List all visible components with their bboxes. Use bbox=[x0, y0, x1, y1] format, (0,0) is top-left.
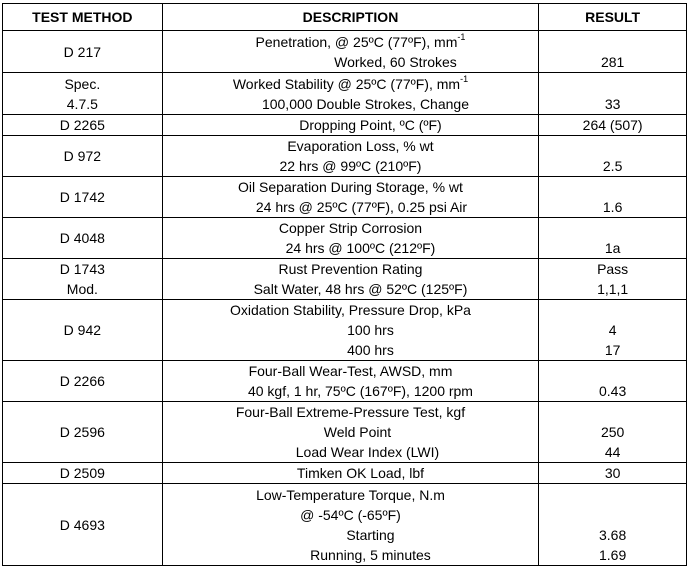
result-cell: 0.43 bbox=[539, 361, 687, 402]
method-line: 4.7.5 bbox=[66, 95, 98, 112]
description-line: 24 hrs @ 25ºC (77ºF), 0.25 psi Air bbox=[255, 199, 468, 215]
description-line: Low-Temperature Torque, N.m bbox=[256, 486, 445, 503]
result-line: 1,1,1 bbox=[597, 281, 629, 297]
result-cell bbox=[539, 31, 687, 73]
description-line: Copper Strip Corrosion bbox=[278, 220, 423, 236]
result-cell bbox=[539, 300, 687, 361]
description-line: Load Wear Index (LWI) bbox=[295, 444, 440, 460]
description-line: 400 hrs bbox=[347, 342, 394, 358]
result-cell bbox=[539, 73, 687, 115]
method-cell: D 2265 bbox=[3, 115, 163, 136]
description-line: @ -54ºC (-65ºF) bbox=[300, 506, 401, 523]
description-text: Penetration, @ 25ºC (77ºF), mm bbox=[255, 33, 458, 50]
result-cell: 2.5 bbox=[539, 136, 687, 177]
method-cell: D 972 bbox=[3, 136, 163, 177]
method-cell: D 4693 bbox=[3, 484, 163, 566]
result-cell: 1.6 bbox=[539, 177, 687, 218]
method-line: Spec. bbox=[64, 75, 101, 92]
description-line: Four-Ball Extreme-Pressure Test, kgf bbox=[235, 404, 466, 420]
table-row bbox=[3, 484, 687, 566]
result-cell: 1a bbox=[539, 218, 687, 259]
table-row bbox=[3, 218, 687, 259]
description-line: 100,000 Double Strokes, Change bbox=[261, 95, 469, 112]
description-line: Evaporation Loss, % wt bbox=[287, 138, 434, 154]
table-row bbox=[3, 115, 687, 136]
description-cell bbox=[162, 361, 539, 402]
test-results-table bbox=[2, 3, 687, 566]
table-row bbox=[3, 463, 687, 484]
method-cell: D 4048 bbox=[3, 218, 163, 259]
description-text: Worked Stability @ 25ºC (77ºF), mm bbox=[232, 75, 461, 92]
description-line: Running, 5 minutes bbox=[310, 546, 431, 563]
result-line: 1.69 bbox=[599, 547, 627, 563]
method-cell bbox=[3, 259, 163, 300]
description-cell bbox=[162, 484, 539, 566]
result-line: 250 bbox=[600, 424, 625, 440]
description-cell: Timken OK Load, lbf bbox=[162, 463, 539, 484]
superscript: -1 bbox=[457, 31, 466, 42]
method-cell: D 2596 bbox=[3, 402, 163, 463]
table-row bbox=[3, 136, 687, 177]
method-cell: D 1742 bbox=[3, 177, 163, 218]
description-line: 40 kgf, 1 hr, 75ºC (167ºF), 1200 rpm bbox=[247, 383, 473, 399]
method-cell: D 2266 bbox=[3, 361, 163, 402]
method-cell bbox=[3, 31, 163, 73]
description-cell: Dropping Point, ºC (ºF) bbox=[162, 115, 539, 136]
description-line: Rust Prevention Rating bbox=[278, 261, 423, 277]
table-row bbox=[3, 361, 687, 402]
header-result: RESULT bbox=[539, 4, 687, 31]
method-cell: D 942 bbox=[3, 300, 163, 361]
description-line: Weld Point bbox=[323, 424, 392, 440]
result-line: 33 bbox=[604, 96, 621, 112]
description-cell bbox=[162, 31, 539, 73]
method-line: D 217 bbox=[63, 43, 102, 60]
description-line: Starting bbox=[346, 526, 395, 543]
description-cell bbox=[162, 300, 539, 361]
result-line: 17 bbox=[604, 342, 621, 358]
result-line: 4 bbox=[608, 322, 617, 338]
description-line: 100 hrs bbox=[347, 322, 394, 338]
result-cell bbox=[539, 484, 687, 566]
description-line: Worked, 60 Strokes bbox=[334, 53, 457, 70]
method-cell bbox=[3, 73, 163, 115]
table-row bbox=[3, 31, 687, 73]
header-description: DESCRIPTION bbox=[162, 4, 539, 31]
result-line: 3.68 bbox=[599, 527, 627, 543]
result-line: Pass bbox=[597, 261, 629, 277]
table-row bbox=[3, 402, 687, 463]
description-line: Oil Separation During Storage, % wt bbox=[238, 179, 463, 195]
table-row bbox=[3, 73, 687, 115]
description-line: Oxidation Stability, Pressure Drop, kPa bbox=[230, 302, 471, 318]
description-line bbox=[163, 32, 539, 52]
description-line bbox=[163, 74, 539, 94]
description-cell bbox=[162, 259, 539, 300]
description-cell bbox=[162, 73, 539, 115]
method-line: Mod. bbox=[66, 281, 98, 297]
result-cell: 264 (507) bbox=[539, 115, 687, 136]
description-line: Four-Ball Wear-Test, AWSD, mm bbox=[248, 363, 453, 379]
table-row bbox=[3, 300, 687, 361]
result-line: 44 bbox=[604, 444, 621, 460]
method-line: D 1743 bbox=[59, 261, 105, 277]
table-row bbox=[3, 177, 687, 218]
header-row bbox=[3, 4, 687, 31]
description-line: Salt Water, 48 hrs @ 52ºC (125ºF) bbox=[253, 281, 468, 297]
result-cell: 30 bbox=[539, 463, 687, 484]
result-cell bbox=[539, 259, 687, 300]
description-line: 22 hrs @ 99ºC (210ºF) bbox=[279, 158, 422, 174]
header-test-method: TEST METHOD bbox=[3, 4, 163, 31]
description-cell bbox=[162, 402, 539, 463]
table-row bbox=[3, 259, 687, 300]
method-cell: D 2509 bbox=[3, 463, 163, 484]
description-cell bbox=[162, 177, 539, 218]
result-cell bbox=[539, 402, 687, 463]
description-cell bbox=[162, 218, 539, 259]
result-line: 281 bbox=[600, 54, 625, 70]
superscript: -1 bbox=[460, 73, 469, 84]
description-cell bbox=[162, 136, 539, 177]
description-line: 24 hrs @ 100ºC (212ºF) bbox=[285, 240, 436, 256]
